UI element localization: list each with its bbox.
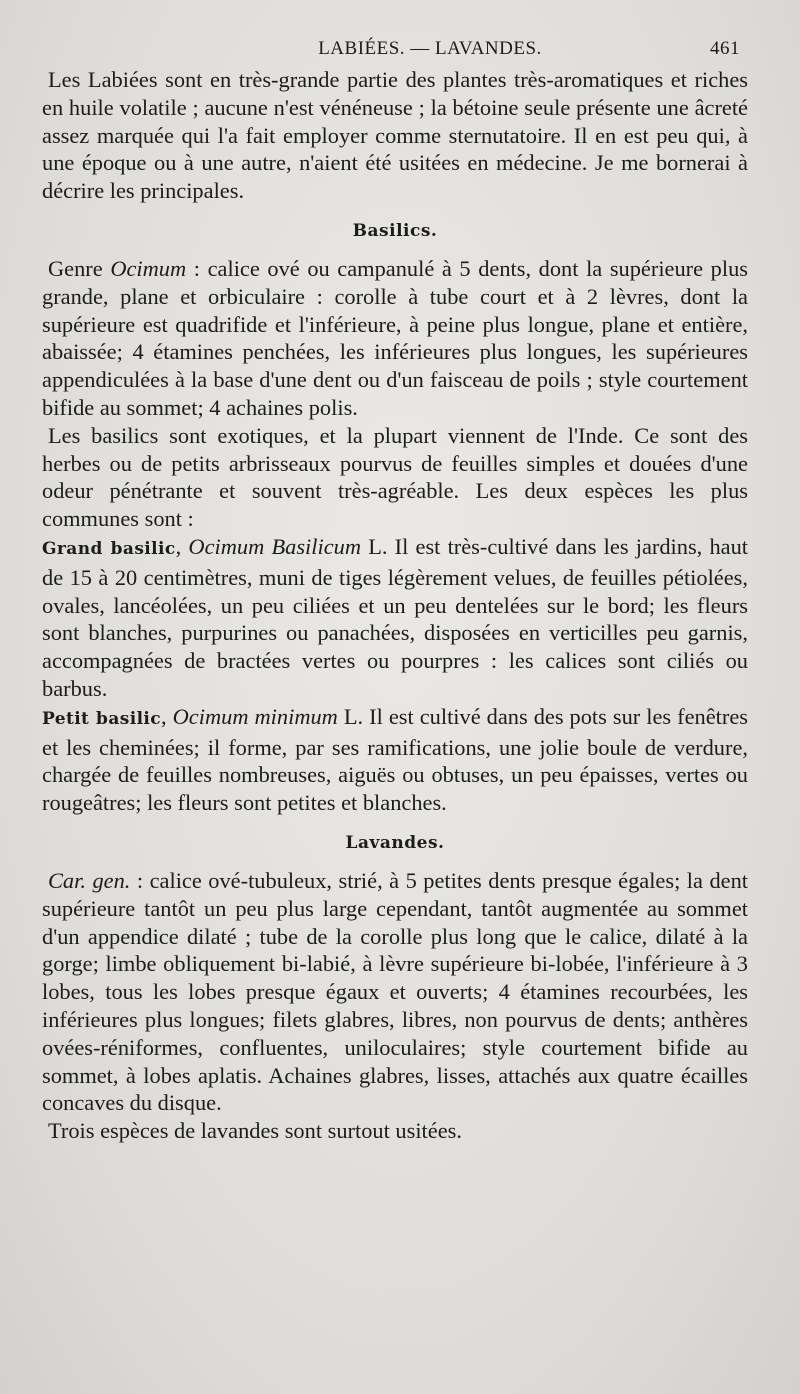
genre-name: Ocimum: [110, 255, 187, 281]
section-heading-lavandes: Lavandes.: [345, 832, 445, 853]
species-name: Petit basilic: [42, 708, 162, 729]
exotic-paragraph: Les basilics sont exotiques, et la plupart viennent de l'Inde. Ce sont des herbes ou de petits arbrisseaux pourvus de feuilles simples et douées d'une odeur pénétrante et souvent très-agréable. Les deux espèces les plus communes sont :: [42, 422, 748, 532]
section-heading-basilics: Basilics.: [352, 220, 438, 241]
species-latin: Ocimum minimum: [172, 703, 338, 729]
genre-paragraph: [42, 255, 748, 422]
species-description: L. Il est cultivé dans des pots sur les fenêtres et les cheminées; il forme, par ses ramifications, une jolie boule de verdure, chargée de feuilles nombreuses, aiguës ou obtuses, un peu épaisses, vertes ou rougeâtres; les fleurs sont petites et blanches.: [42, 703, 748, 816]
closing-paragraph: Trois espèces de lavandes sont surtout usitées.: [48, 1118, 462, 1144]
page-number: 461: [710, 38, 740, 59]
car-gen-label: Car. gen.: [48, 867, 131, 893]
genre-description: : calice ové ou campanulé à 5 dents, dont la supérieure plus grande, plane et orbiculaire : corolle à tube court et à 2 lèvres, dont la supérieure est quadrifide et l'inférieure, à peine plus longue, plane et entière, abaissée; 4 étamines penchées, les inférieures plus longues, les supérieures appendiculées à la base d'une dent ou d'un faisceau de poils ; style courtement bifide au sommet; 4 achaines polis.: [42, 255, 748, 420]
genre-label: Genre: [48, 255, 103, 281]
species-description: L. Il est très-cultivé dans les jardins, haut de 15 à 20 centimètres, muni de tiges légèrement velues, de feuilles pétiolées, ovales, lancéolées, un peu ciliées et un peu dentelées sur le bord; les fleurs sont blanches, purpurines ou panachées, disposées en verticilles peu garnis, accompagnées de bractées vertes ou pourpres : les calices sont ciliés ou barbus.: [42, 533, 749, 701]
lavandes-description-paragraph: [42, 867, 748, 1117]
intro-paragraph: Les Labiées sont en très-grande partie des plantes très-aromatiques et riches en huile volatile ; aucune n'est vénéneuse ; la bétoine seule présente une âcreté assez marquée qui l'a fait employer comme sternutatoire. Il en est peu qui, à une époque ou à une autre, n'aient été usitées en médecine. Je me bornerai à décrire les principales.: [42, 67, 748, 204]
genus-description: : calice ové-tubuleux, strié, à 5 petites dents presque égales; la dent supérieure tantôt un peu plus large cependant, tantôt augmentée au sommet d'un appendice dilaté ; tube de la corolle plus long que le calice, dilaté à la gorge; limbe obliquement bi-labié, à lèvre supérieure bi-lobée, l'inférieure à 3 lobes, tous les lobes presque égaux et ouverts; 4 étamines recourbées, les inférieures plus longues; filets glabres, libres, non pourvus de dents; anthères ovées-réniformes, confluentes, uniloculaires; style courtement bifide au sommet, à lobes aplatis. Achaines glabres, lisses, attachés aux quatre écailles concaves du disque.: [42, 867, 749, 1116]
running-title: LABIÉES. — LAVANDES.: [318, 38, 542, 59]
species-name: Grand basilic: [42, 538, 176, 559]
body-text: [42, 66, 748, 1145]
grand-basilic-paragraph: Grand basilic, Ocimum Basilicum L. Il est très-cultivé dans les jardins, haut de 15 à 20 centimètres, muni de tiges légèrement velues, de feuilles pétiolées, ovales, lancéolées, un peu ciliées et un peu dentelées sur le bord; les fleurs sont blanches, purpurines ou panachées, disposées en verticilles peu garnis, accompagnées de bractées vertes ou pourpres : les calices sont ciliés ou barbus.: [42, 533, 749, 701]
running-head: [42, 32, 748, 66]
species-latin: Ocimum Basilicum: [188, 533, 362, 559]
petit-basilic-paragraph: Petit basilic, Ocimum minimum L. Il est cultivé dans des pots sur les fenêtres et les cheminées; il forme, par ses ramifications, une jolie boule de verdure, chargée de feuilles nombreuses, aiguës ou obtuses, un peu épaisses, vertes ou rougeâtres; les fleurs sont petites et blanches.: [42, 703, 748, 816]
